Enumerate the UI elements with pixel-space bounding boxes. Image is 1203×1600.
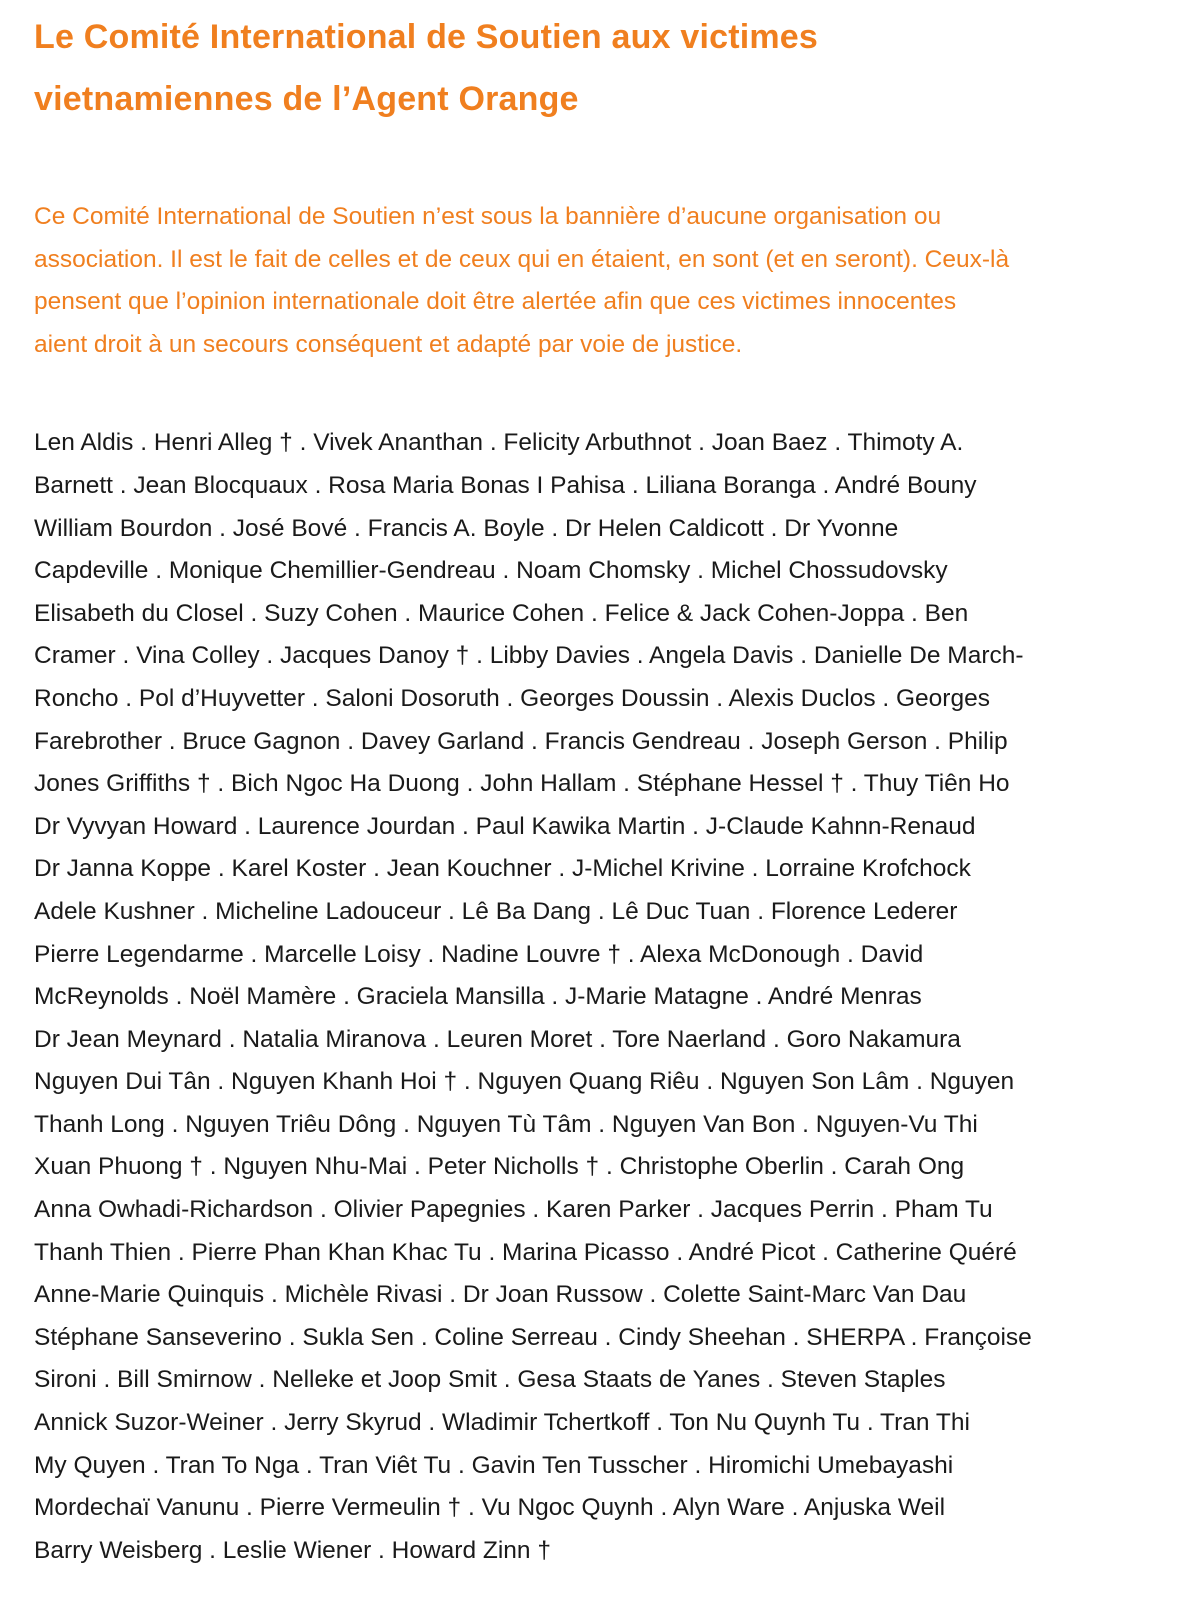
intro-line: pensent que l’opinion internationale doit être alertée afin que ces victimes innocentes: [34, 288, 957, 316]
names-line: Adele Kushner . Micheline Ladouceur . Lê Ba Dang . Lê Duc Tuan . Florence Lederer: [34, 897, 958, 925]
names-line: Mordechaï Vanunu . Pierre Vermeulin † . Vu Ngoc Quynh . Alyn Ware . Anjuska Weil: [34, 1494, 946, 1522]
names-line: My Quyen . Tran To Nga . Tran Viêt Tu . Gavin Ten Tusscher . Hiromichi Umebayashi: [34, 1451, 954, 1479]
names-line: Xuan Phuong † . Nguyen Nhu-Mai . Peter Nicholls † . Christophe Oberlin . Carah Ong: [34, 1153, 965, 1181]
names-line: Dr Janna Koppe . Karel Koster . Jean Kouchner . J-Michel Krivine . Lorraine Krofchock: [34, 855, 971, 883]
names-line: Elisabeth du Closel . Suzy Cohen . Maurice Cohen . Felice & Jack Cohen-Joppa . Ben: [34, 599, 969, 627]
names-line: Anna Owhadi-Richardson . Olivier Papegnies . Karen Parker . Jacques Perrin . Pham Tu: [34, 1196, 993, 1224]
intro-line: association. Il est le fait de celles et de ceux qui en étaient, en sont (et en seront). Ceux-là: [34, 245, 1010, 273]
names-line: Capdeville . Monique Chemillier-Gendreau . Noam Chomsky . Michel Chossudovsky: [34, 557, 948, 585]
names-line: Stéphane Sanseverino . Sukla Sen . Coline Serreau . Cindy Sheehan . SHERPA . Françoise: [34, 1323, 1032, 1351]
intro-line: aient droit à un secours conséquent et adapté par voie de justice.: [34, 330, 743, 358]
names-line: Jones Griffiths † . Bich Ngoc Ha Duong . John Hallam . Stéphane Hessel † . Thuy Tiên Ho: [34, 770, 1010, 798]
names-line: Annick Suzor-Weiner . Jerry Skyrud . Wladimir Tchertkoff . Ton Nu Quynh Tu . Tran Thi: [34, 1409, 970, 1437]
title-line: Le Comité International de Soutien aux victimes: [34, 18, 819, 56]
document-title: [34, 6, 1184, 130]
names-line: Len Aldis . Henri Alleg † . Vivek Ananthan . Felicity Arbuthnot . Joan Baez . Thimoty A.: [34, 429, 964, 457]
names-line: William Bourdon . José Bové . Francis A. Boyle . Dr Helen Caldicott . Dr Yvonne: [34, 514, 899, 542]
intro-paragraph: [34, 196, 1184, 366]
names-line: McReynolds . Noël Mamère . Graciela Mansilla . J-Marie Matagne . André Menras: [34, 983, 922, 1011]
intro-line: Ce Comité International de Soutien n’est sous la bannière d’aucune organisation ou: [34, 203, 942, 230]
names-line: Sironi . Bill Smirnow . Nelleke et Joop Smit . Gesa Staats de Yanes . Steven Staples: [34, 1366, 946, 1394]
names-line: Pierre Legendarme . Marcelle Loisy . Nadine Louvre † . Alexa McDonough . David: [34, 940, 924, 968]
names-line: Dr Jean Meynard . Natalia Miranova . Leuren Moret . Tore Naerland . Goro Nakamura: [34, 1025, 961, 1053]
title-line: vietnamiennes de l’Agent Orange: [34, 80, 579, 118]
names-line: Thanh Thien . Pierre Phan Khan Khac Tu . Marina Picasso . André Picot . Catherine Quéré: [34, 1238, 1017, 1266]
names-line: Dr Vyvyan Howard . Laurence Jourdan . Paul Kawika Martin . J-Claude Kahnn-Renaud: [34, 812, 976, 840]
names-line: Anne-Marie Quinquis . Michèle Rivasi . Dr Joan Russow . Colette Saint-Marc Van Dau: [34, 1281, 967, 1309]
names-line: Nguyen Dui Tân . Nguyen Khanh Hoi † . Nguyen Quang Riêu . Nguyen Son Lâm . Nguyen: [34, 1068, 1015, 1096]
names-line: Barry Weisberg . Leslie Wiener . Howard Zinn †: [34, 1536, 551, 1564]
names-line: Roncho . Pol d’Huyvetter . Saloni Dosoruth . Georges Doussin . Alexis Duclos . Georges: [34, 684, 990, 712]
names-line: Thanh Long . Nguyen Triêu Dông . Nguyen Tù Tâm . Nguyen Van Bon . Nguyen-Vu Thi: [34, 1110, 978, 1138]
document-page: [34, 0, 1184, 1572]
names-line: Cramer . Vina Colley . Jacques Danoy † . Libby Davies . Angela Davis . Danielle De March-: [34, 642, 1024, 670]
signatories-list: [34, 422, 1184, 1572]
names-line: Barnett . Jean Blocquaux . Rosa Maria Bonas I Pahisa . Liliana Boranga . André Bouny: [34, 471, 977, 499]
names-line: Farebrother . Bruce Gagnon . Davey Garland . Francis Gendreau . Joseph Gerson . Philip: [34, 727, 1008, 755]
